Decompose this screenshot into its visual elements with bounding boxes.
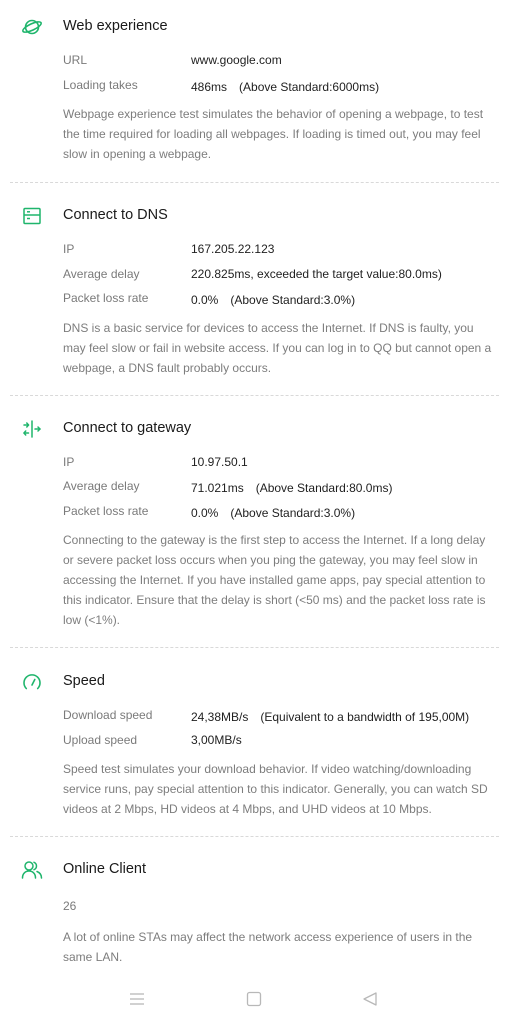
section-title: Online Client [63,861,147,877]
section-title: Connect to gateway [63,419,192,436]
server-icon [21,205,43,227]
section-description: Webpage experience test simulates the behavior of opening a webpage, to test the time required for loading all webpages. If loading is timed out, you may feel slow in opening a webpage. [63,107,484,161]
kv-key: IP [63,242,75,256]
kv-key: Download speed [63,708,153,722]
kv-row-url [10,49,499,74]
section-title: Web experience [63,18,168,34]
kv-key: Loading takes [63,77,138,92]
menu-icon[interactable] [127,989,147,1009]
kv-value: www.google.com [191,53,282,67]
client-count: 26 [63,899,77,913]
section-header [10,671,499,695]
section-web-experience [10,0,499,183]
kv-row-loading-takes [10,74,499,99]
section-header [10,859,499,883]
kv-row-average-delay [10,475,499,500]
kv-value: 220.825ms, exceeded the target value:80.0ms) [191,266,442,281]
kv-key: URL [63,53,88,67]
kv-key: Average delay [63,479,140,493]
kv-key: IP [63,454,75,469]
kv-row-ip [10,238,499,263]
section-connect-gateway [10,396,499,649]
section-header [10,418,499,442]
kv-key: Upload speed [63,732,138,747]
back-triangle-icon[interactable] [360,989,380,1009]
kv-value: 486ms (Above Standard:6000ms) [191,79,380,94]
kv-value: 10.97.50.1 [191,454,248,469]
speedometer-icon [21,671,43,693]
kv-row-ip [10,451,499,476]
users-icon [21,859,43,881]
kv-value: 71.021ms (Above Standard:80.0ms) [191,481,393,495]
section-connect-dns [10,183,499,396]
section-header [10,205,499,229]
kv-value: 0.0% (Above Standard:3.0%) [191,293,356,307]
kv-value: 24,38MB/s (Equivalent to a bandwidth of 195,00M) [191,710,470,724]
gateway-icon [21,418,43,440]
kv-key: Packet loss rate [63,503,149,518]
kv-key: Average delay [63,266,140,281]
kv-row-download-speed [10,704,499,729]
kv-row-average-delay [10,263,499,288]
section-title: Speed [63,673,105,689]
home-square-icon[interactable] [244,989,264,1009]
client-count-row [10,893,499,923]
kv-value: 3,00MB/s [191,732,242,747]
section-speed [10,648,499,837]
section-header [10,16,499,40]
globe-icon [21,16,43,38]
section-description: DNS is a basic service for devices to access the Internet. If DNS is faulty, you may feel slow or fail in website access. If you can log in to QQ but cannot open a webpage, a DNS fault probably occurs. [63,320,492,375]
system-navigation-bar [0,975,509,1024]
kv-key: Packet loss rate [63,291,149,305]
kv-row-packet-loss [10,500,499,525]
section-description: Speed test simulates your download behavior. If video watching/downloading service runs, pay special attention to this indicator. Generally, you can watch SD videos at 2 Mbps, HD videos at 4 Mbps, and UHD videos at 10 Mbps. [63,762,488,816]
section-description: Connecting to the gateway is the first step to access the Internet. If a long delay or severe packet loss occurs when you ping the gateway, you may feel slow in accessing the Internet. If you have installed game apps, pay special attention to this indicator. Ensure that the delay is short (<50 ms) and the packet loss rate is low (<1%). [63,533,486,627]
section-description: A lot of online STAs may affect the network access experience of users in the same LAN. [63,930,473,964]
kv-value: 0.0% (Above Standard:3.0%) [191,505,356,520]
kv-row-upload-speed [10,729,499,754]
section-online-client [10,837,499,967]
kv-row-packet-loss [10,287,499,312]
kv-value: 167.205.22.123 [191,242,275,256]
section-title: Connect to DNS [63,207,168,223]
